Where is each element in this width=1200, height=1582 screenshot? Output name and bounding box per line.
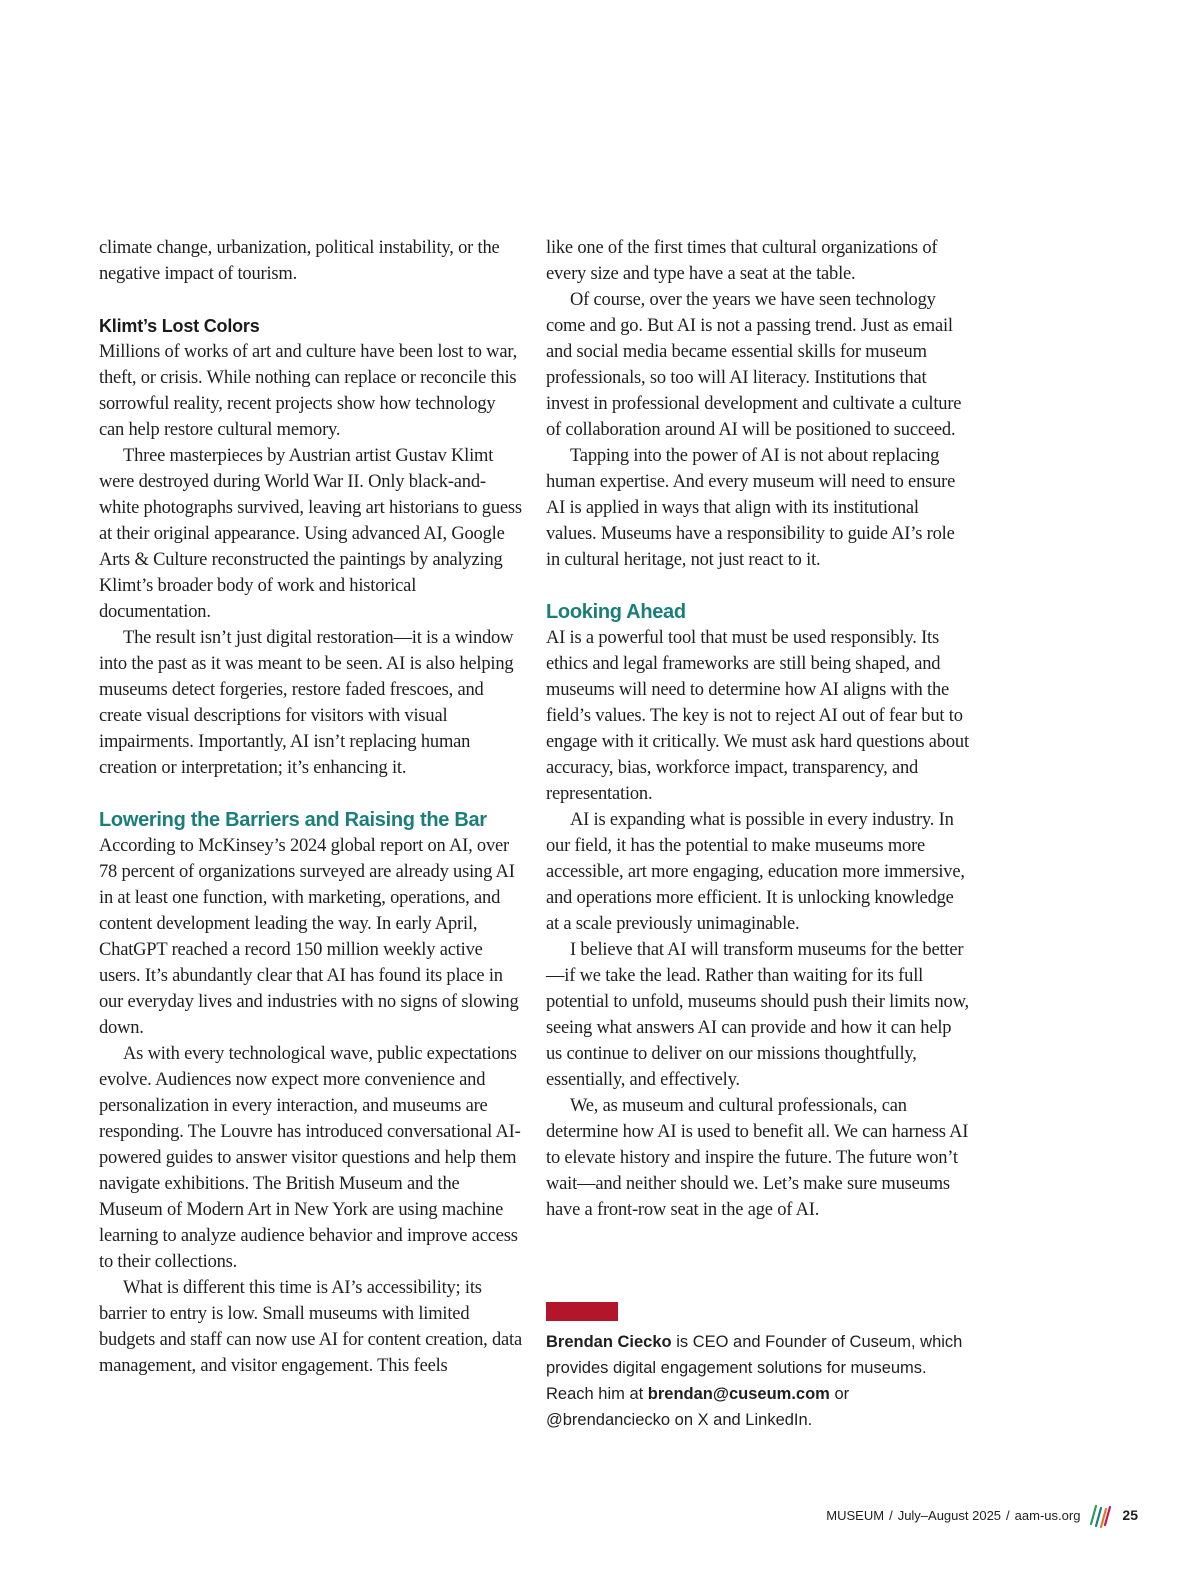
looking-ahead-section-heading: Looking Ahead	[546, 601, 686, 623]
footer-site-link[interactable]: aam-us.org	[1014, 1507, 1081, 1523]
right-column	[546, 235, 971, 1223]
body-paragraph: Three masterpieces by Austrian artist Gustav Klimt were destroyed during World War II. Only black-and-white photographs survived, leaving art historians to guess at their original appearance. Using advanced AI, Google Arts & Culture reconstructed the paintings by analyzing Klimt’s broader body of work and historical documentation.	[99, 446, 522, 622]
body-paragraph: The result isn’t just digital restoration—it is a window into the past as it was meant to be seen. AI is also helping museums detect forgeries, restore faded frescoes, and create visual descriptions for visitors with visual impairments. Importantly, AI isn’t replacing human creation or interpretation; it’s enhancing it.	[99, 628, 514, 778]
bio-accent-bar	[546, 1302, 618, 1321]
body-paragraph: Tapping into the power of AI is not about replacing human expertise. And every museum will need to ensure AI is applied in ways that align with its institutional values. Museums have a responsibility to guide AI’s role in cultural heritage, not just react to it.	[546, 446, 956, 570]
author-name: Brendan Ciecko	[546, 1333, 672, 1351]
aam-stripes-logo-icon	[1088, 1502, 1112, 1528]
body-paragraph: climate change, urbanization, political instability, or the negative impact of tourism.	[99, 238, 500, 284]
body-paragraph: Millions of works of art and culture have been lost to war, theft, or crisis. While nothing can replace or reconcile this sorrowful reality, recent projects show how technology can help restore cultural memory.	[99, 342, 517, 440]
body-paragraph: Of course, over the years we have seen technology come and go. But AI is not a passing trend. Just as email and social media became essential skills for museum professionals, so too will AI literacy. Institutions that invest in professional development and cultivate a culture of collaboration around AI will be positioned to succeed.	[546, 290, 962, 440]
barriers-section-heading: Lowering the Barriers and Raising the Bar	[99, 809, 487, 831]
author-email-link[interactable]: brendan@cuseum.com	[647, 1385, 830, 1403]
body-paragraph: like one of the first times that cultural organizations of every size and type have a seat at the table.	[546, 238, 938, 284]
body-paragraph: I believe that AI will transform museums for the better—if we take the lead. Rather than waiting for its full potential to unfold, museums should push their limits now, seeing what answers AI can provide and how it can help us continue to deliver on our missions thoughtfully, essentially, and effectively.	[546, 940, 969, 1090]
body-paragraph: AI is expanding what is possible in every industry. In our field, it has the potential to make museums more accessible, art more engaging, education more immersive, and operations more efficient. It is unlocking knowledge at a scale previously unimaginable.	[546, 810, 965, 934]
body-paragraph: As with every technological wave, public expectations evolve. Audiences now expect more convenience and personalization in every interaction, and museums are responding. The Louvre has introduced conversational AI-powered guides to answer visitor questions and help them navigate exhibitions. The British Museum and the Museum of Modern Art in New York are using machine learning to analyze audience behavior and improve access to their collections.	[99, 1044, 521, 1272]
body-paragraph: AI is a powerful tool that must be used responsibly. Its ethics and legal frameworks are still being shaped, and museums will need to determine how AI aligns with the field’s values. The key is not to reject AI out of fear but to engage with it critically. We must ask hard questions about accuracy, bias, workforce impact, transparency, and representation.	[546, 628, 969, 804]
bio-text: or @brendanciecko on X and LinkedIn.	[546, 1385, 850, 1429]
footer-magazine: MUSEUM	[826, 1507, 885, 1523]
body-paragraph: According to McKinsey’s 2024 global report on AI, over 78 percent of organizations surveyed are already using AI in at least one function, with marketing, operations, and content development leading the way. In early April, ChatGPT reached a record 150 million weekly active users. It’s abundantly clear that AI has found its place in our everyday lives and industries with no signs of slowing down.	[99, 836, 519, 1038]
author-bio	[546, 1329, 966, 1433]
bio-text: is CEO and Founder of Cuseum, which provides digital engagement solutions for museums. Reach him at	[546, 1333, 963, 1403]
body-paragraph: We, as museum and cultural professionals, can determine how AI is used to benefit all. We can harness AI to elevate history and inspire the future. The future won’t wait—and neither should we. Let’s make sure museums have a front-row seat in the age of AI.	[546, 1096, 969, 1220]
left-column	[99, 235, 524, 1379]
body-paragraph: What is different this time is AI’s accessibility; its barrier to entry is low. Small museums with limited budgets and staff can now use AI for content creation, data management, and visitor engagement. This feels	[99, 1278, 522, 1376]
footer-separator: /	[1006, 1507, 1010, 1523]
klimt-subheading: Klimt’s Lost Colors	[99, 316, 260, 336]
page-footer	[826, 1502, 1138, 1528]
footer-separator: /	[889, 1507, 893, 1523]
page-number: 25	[1122, 1507, 1138, 1523]
footer-issue: July–August 2025	[897, 1507, 1002, 1523]
